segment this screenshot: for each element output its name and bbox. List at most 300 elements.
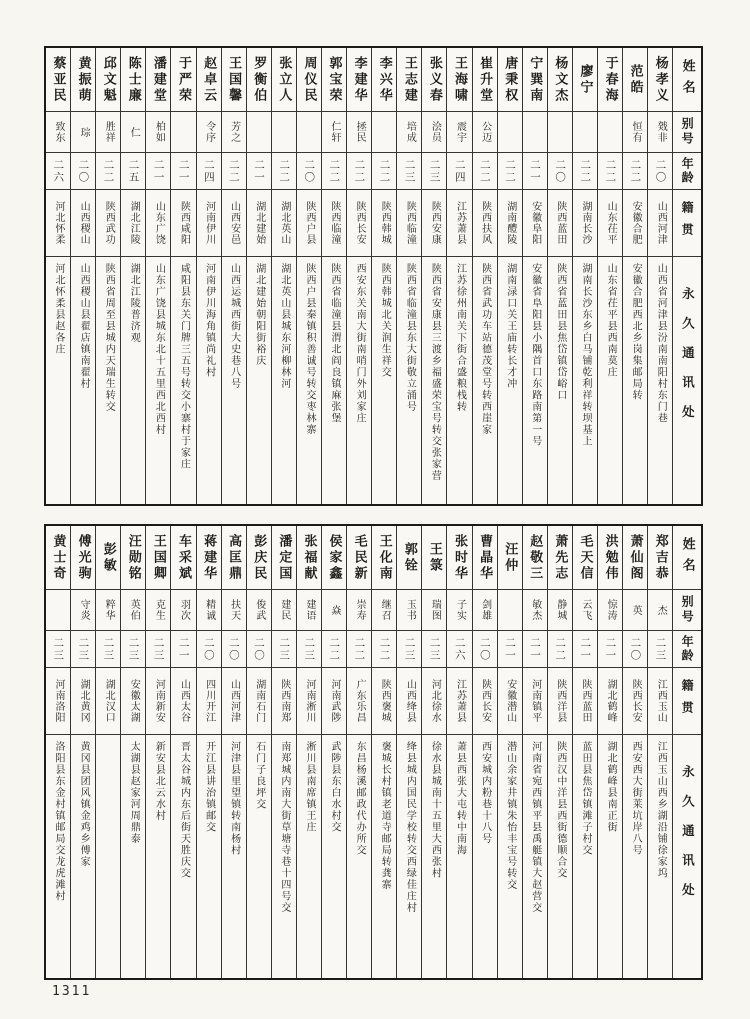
entry-alias: 拯民 [354,121,366,143]
entry-name: 王志建 [401,55,417,104]
entry-alias: 芳之 [228,121,240,143]
entry-name-cell [397,526,421,590]
entry-age-cell [297,153,321,190]
entry-alias-cell [447,112,471,153]
entry-address-cell [146,257,170,504]
entry-age: 二一 [529,158,542,184]
entry-address-cell [498,257,522,504]
entry-age-cell [146,153,170,190]
entry-address: 开江县讲治镇邮交 [203,741,215,833]
roster-entry-column [95,526,120,978]
entry-name: 王海啸 [452,55,467,104]
entry-age: 二〇 [202,636,215,662]
entry-name-cell [598,48,622,112]
entry-name-cell [171,48,195,112]
roster-entry-column [296,526,321,978]
entry-name: 郭铨 [401,541,417,574]
roster-entry-column [221,48,246,504]
entry-alias: 公迈 [479,121,491,143]
entry-name: 潘建堂 [150,55,166,104]
entry-alias-cell [598,590,622,631]
entry-name: 潘定国 [276,533,292,582]
entry-age: 二四 [202,158,215,184]
roster-entry-column [371,526,396,978]
entry-name: 毛天信 [577,533,593,582]
entry-native-place: 河南洛阳 [53,679,64,723]
entry-native-place: 陕西临潼 [404,201,416,245]
roster-entry-column [472,48,497,504]
entry-native-cell [523,190,547,257]
entry-native-cell [71,668,95,735]
roster-entry-column [170,48,195,504]
entry-address: 西安城内粉巷十八号 [479,741,491,845]
entry-address: 山东省茌平县西南莫庄 [605,263,617,378]
entry-name: 邱文魁 [100,55,116,104]
entry-name: 黄振萌 [75,55,91,104]
entry-age-cell [171,631,195,668]
header-name [673,48,701,112]
entry-address: 陕西省周至县城内天瑞生转交 [103,263,115,413]
entry-age: 二三 [77,636,90,662]
entry-age: 二三 [303,636,316,662]
entry-native-place: 湖南石门 [253,679,265,723]
roster-entry-column [46,526,70,978]
entry-alias-cell [46,112,70,153]
entry-alias-cell [247,112,271,153]
entry-native-cell [397,190,421,257]
roster-entry-column [396,526,421,978]
entry-native-place: 山西绛县 [404,679,416,723]
entry-name-cell [222,48,246,112]
entry-address: 咸阳县东关门牌三五号转交小寨村于家庄 [178,263,190,470]
entry-age-cell [121,153,145,190]
entry-address: 山东广饶县城东北十五里西北西村 [153,263,165,436]
entry-age: 二一 [579,636,592,662]
entry-address-cell [347,257,371,504]
entry-name: 崔升堂 [477,55,493,104]
entry-address: 湖南长沙东乡白马铺乾利祥转坝基上 [579,263,591,447]
entry-name: 汪仲 [502,541,518,574]
entry-alias-cell [548,590,572,631]
entry-age: 二二 [378,636,391,662]
entry-name-cell [598,526,622,590]
entry-native-cell [422,190,446,257]
entry-alias: 恒有 [630,121,642,143]
entry-address: 陕西省武功车站德茂堂号转西崖家 [479,263,491,436]
entry-name: 郑吉恭 [652,533,668,582]
entry-address: 东昌杨溪邮政代办所交 [354,741,366,856]
header-address [673,735,701,978]
entry-age: 二三 [278,636,291,662]
entry-age: 二〇 [629,636,642,662]
entry-alias-cell [548,112,572,153]
entry-age: 二二 [503,158,516,184]
entry-native-cell [171,190,195,257]
entry-native-cell [548,190,572,257]
roster-entry-column [145,526,170,978]
entry-address-cell [197,257,221,504]
entry-alias-cell [473,112,497,153]
entry-native-cell [297,190,321,257]
entry-address: 洛阳县东金村镇邮局交龙虎滩村 [53,741,64,902]
roster-entry-column [572,526,597,978]
roster-entry-column [70,48,95,504]
entry-native-place: 湖北英山 [278,201,290,245]
entry-native-cell [347,190,371,257]
entry-native-cell [623,668,647,735]
entry-address-cell [447,735,471,978]
entry-native-place: 广东乐昌 [354,679,366,723]
entry-name-cell [372,526,396,590]
entry-address: 西安东关南大街南哨门外刘家庄 [354,263,366,424]
roster-entry-column [271,48,296,504]
entry-name: 宁巽南 [527,55,543,104]
entry-native-cell [46,190,70,257]
entry-age: 二二 [278,158,291,184]
entry-native-cell [297,668,321,735]
entry-age-cell [648,631,672,668]
entry-age-cell [397,153,421,190]
entry-name-cell [498,48,522,112]
header-native [673,190,701,257]
entry-alias-cell [96,112,120,153]
entry-native-cell [372,190,396,257]
entry-age-cell [523,631,547,668]
entry-address: 徐水县城南十五里大西张村 [429,741,441,879]
entry-native-cell [598,668,622,735]
roster-entry-column [95,48,120,504]
entry-address: 江西玉山西乡湖沿铺徐家坞 [655,741,667,879]
entry-address: 武陟县东白水村交 [329,741,341,833]
entry-age: 二三 [152,636,165,662]
entry-age-cell [473,153,497,190]
roster-entry-column [647,526,672,978]
entry-name: 李兴华 [376,55,392,104]
entry-alias-cell [372,112,396,153]
roster-entry-column [296,48,321,504]
entry-age-cell [46,631,70,668]
entry-address-cell [548,257,572,504]
roster-entry-column [321,48,346,504]
entry-address: 河津县里望镇转南杨村 [228,741,240,856]
entry-age-cell [623,631,647,668]
entry-age: 二二 [378,158,391,184]
entry-age-cell [548,631,572,668]
entry-alias: 继召 [379,599,391,621]
entry-native-place: 安徽太湖 [128,679,140,723]
entry-alias-cell [397,112,421,153]
entry-alias: 扶天 [228,599,240,621]
entry-alias-cell [297,112,321,153]
header-age-label: 年龄 [680,635,695,663]
entry-address: 蓝田县焦岱镇滩子村交 [579,741,591,856]
entry-address: 新安县北云水村 [153,741,165,822]
entry-age-cell [372,153,396,190]
header-name [673,526,701,590]
entry-name: 陈士廉 [125,55,141,104]
entry-native-place: 湖北鹤峰 [605,679,617,723]
entry-address: 河北怀柔县赵各庄 [53,263,64,355]
entry-address-cell [573,257,597,504]
entry-name-cell [422,526,446,590]
entry-name-cell [322,48,346,112]
roster-entry-column [221,526,246,978]
entry-alias-cell [372,590,396,631]
entry-alias-cell [272,590,296,631]
entry-age-cell [272,631,296,668]
entry-native-place: 山东茌平 [605,201,617,245]
entry-age: 二三 [654,636,667,662]
entry-name-cell [146,526,170,590]
roster-entry-column [246,48,271,504]
entry-address-cell [297,735,321,978]
entry-address-cell [422,735,446,978]
table-header-column [672,48,701,504]
roster-entry-column [421,526,446,978]
entry-address-cell [322,257,346,504]
entry-address-cell [397,735,421,978]
entry-alias: 培成 [404,121,416,143]
entry-name-cell [523,526,547,590]
entry-name: 曹晶华 [477,533,493,582]
entry-alias: 崇寿 [354,599,366,621]
entry-alias: 云飞 [579,599,591,621]
entry-age-cell [422,631,446,668]
entry-alias: 杰 [655,604,667,616]
entry-address: 西安西大街莱坑岸八号 [630,741,642,856]
entry-native-place: 陕西蓝田 [579,679,591,723]
entry-name: 李建华 [351,55,367,104]
entry-address-cell [598,257,622,504]
entry-age: 二二 [353,636,366,662]
roster-entry-column [472,526,497,978]
roster-entry-column [597,526,622,978]
entry-name: 车采斌 [175,533,191,582]
entry-address: 湖北英山县城东河柳林河 [278,263,290,390]
header-alias-label: 别号 [680,595,695,625]
entry-address: 河南伊川海角镇尚礼村 [203,263,215,378]
entry-name: 于严荣 [175,55,191,104]
entry-native-place: 山西河津 [655,201,667,245]
entry-address-cell [71,735,95,978]
entry-alias-cell [272,112,296,153]
entry-alias: 令序 [203,121,215,143]
entry-name: 侯家鑫 [326,533,342,582]
roster-entry-column [70,526,95,978]
entry-name-cell [146,48,170,112]
entry-address-cell [648,257,672,504]
entry-native-cell [347,668,371,735]
entry-name: 蒋建华 [201,533,217,582]
entry-alias-cell [498,590,522,631]
entry-native-cell [598,190,622,257]
entry-name: 洪勉伟 [602,533,618,582]
entry-age: 二〇 [77,158,90,184]
entry-alias: 静城 [554,599,566,621]
entry-name: 杨孝义 [652,55,668,104]
roster-entry-column [647,48,672,504]
entry-age-cell [222,631,246,668]
entry-native-place: 安徽合肥 [630,201,642,245]
entry-name-cell [96,48,120,112]
entry-name: 傅光驹 [75,533,91,582]
entry-address-cell [523,257,547,504]
entry-age-cell [548,153,572,190]
entry-age-cell [322,153,346,190]
roster-entry-column [196,48,221,504]
entry-age-cell [222,153,246,190]
entry-native-cell [648,190,672,257]
entry-alias: 焱 [329,604,341,616]
entry-name-cell [272,526,296,590]
entry-native-place: 安徽阜阳 [529,201,541,245]
entry-name-cell [247,526,271,590]
entry-native-cell [171,668,195,735]
entry-age-cell [46,153,70,190]
entry-age: 二二 [579,158,592,184]
entry-address-cell [573,735,597,978]
entry-name-cell [372,48,396,112]
entry-age-cell [247,631,271,668]
entry-age: 二一 [253,158,265,184]
entry-name-cell [447,48,471,112]
roster-entry-column [120,526,145,978]
entry-age: 二二 [328,636,341,662]
entry-native-place: 陕西咸阳 [178,201,190,245]
entry-address: 陕西省临潼县渭北阎良镇麻张堡 [329,263,341,424]
entry-address-cell [422,257,446,504]
entry-name: 于春海 [602,55,618,104]
entry-age-cell [197,153,221,190]
entry-native-cell [222,668,246,735]
header-alias [673,590,701,631]
entry-alias-cell [598,112,622,153]
entry-native-cell [96,190,120,257]
entry-alias-cell [222,112,246,153]
entry-native-place: 山西稷山 [78,201,90,245]
entry-name: 彭敏 [100,541,116,574]
roster-entry-column [497,526,522,978]
entry-name-cell [322,526,346,590]
header-address [673,257,701,504]
entry-name-cell [548,526,572,590]
entry-name-cell [573,526,597,590]
entry-age: 二三 [403,158,416,184]
entry-name: 罗衡伯 [251,55,267,104]
entry-address-cell [96,735,120,978]
entry-native-place: 陕西临潼 [329,201,341,245]
entry-age-cell [96,631,120,668]
entry-address-cell [197,735,221,978]
entry-age: 二三 [102,636,115,662]
entry-age-cell [422,153,446,190]
entry-native-cell [447,190,471,257]
entry-alias: 琮 [78,126,90,138]
entry-age-cell [96,153,120,190]
entry-name-cell [96,526,120,590]
entry-alias: 仁 [128,126,140,138]
roster-entry-column [446,48,471,504]
entry-alias: 玉书 [404,599,416,621]
entry-alias-cell [222,590,246,631]
roster-entry-column [170,526,195,978]
entry-native-place: 河北怀柔 [53,201,64,245]
entry-address: 陕西韩城北关润生祥交 [379,263,391,378]
entry-name-cell [548,48,572,112]
entry-age: 二一 [152,158,165,184]
entry-name: 廖宁 [577,63,593,96]
entry-age-cell [322,631,346,668]
entry-name-cell [648,526,672,590]
entry-address: 淅川县南席镇王庄 [303,741,315,833]
entry-name-cell [197,48,221,112]
entry-alias-cell [171,590,195,631]
entry-alias-cell [648,590,672,631]
entry-address-cell [146,735,170,978]
entry-native-cell [498,190,522,257]
entry-native-cell [197,668,221,735]
header-address-label: 永久通讯处 [680,287,696,435]
entry-alias-cell [623,590,647,631]
entry-address: 山西稷山县翟店镇南翟村 [78,263,90,390]
entry-name-cell [397,48,421,112]
entry-alias: 仁轩 [329,121,341,143]
entry-age: 二二 [353,158,366,184]
entry-alias-cell [347,112,371,153]
entry-alias-cell [347,590,371,631]
roster-entry-column [522,48,547,504]
entry-native-place: 河南武陟 [329,679,341,723]
entry-native-cell [247,668,271,735]
entry-alias-cell [498,112,522,153]
entry-address: 山西运城西街大史巷八号 [228,263,240,390]
entry-age: 二一 [604,636,617,662]
entry-age: 二二 [227,158,240,184]
entry-alias-cell [523,590,547,631]
entry-name-cell [447,526,471,590]
entry-address-cell [222,257,246,504]
entry-native-place: 湖北黄冈 [78,679,90,723]
entry-native-cell [146,190,170,257]
entry-age: 二一 [177,158,190,184]
entry-name: 王国卿 [150,533,166,582]
entry-native-place: 江苏萧县 [454,201,466,245]
roster-entry-column [446,526,471,978]
roster-entry-column [522,526,547,978]
entry-address-cell [623,735,647,978]
header-alias [673,112,701,153]
header-alias-label: 别号 [680,117,695,147]
entry-alias: 守炎 [78,599,90,621]
entry-address-cell [347,735,371,978]
entry-age: 二〇 [478,636,491,662]
header-native-label: 籍贯 [680,679,695,723]
entry-alias-cell [623,112,647,153]
entry-age: 二〇 [654,158,667,184]
entry-address-cell [322,735,346,978]
entry-address-cell [523,735,547,978]
entry-native-place: 陕西长安 [630,679,642,723]
header-name-label: 姓名 [679,58,695,101]
entry-native-cell [523,668,547,735]
roster-entry-column [196,526,221,978]
entry-alias: 子实 [454,599,466,621]
entry-native-place: 山西河津 [228,679,240,723]
table-header-column [672,526,701,978]
entry-alias-cell [473,590,497,631]
entry-native-place: 山西太谷 [178,679,190,723]
entry-address-cell [397,257,421,504]
